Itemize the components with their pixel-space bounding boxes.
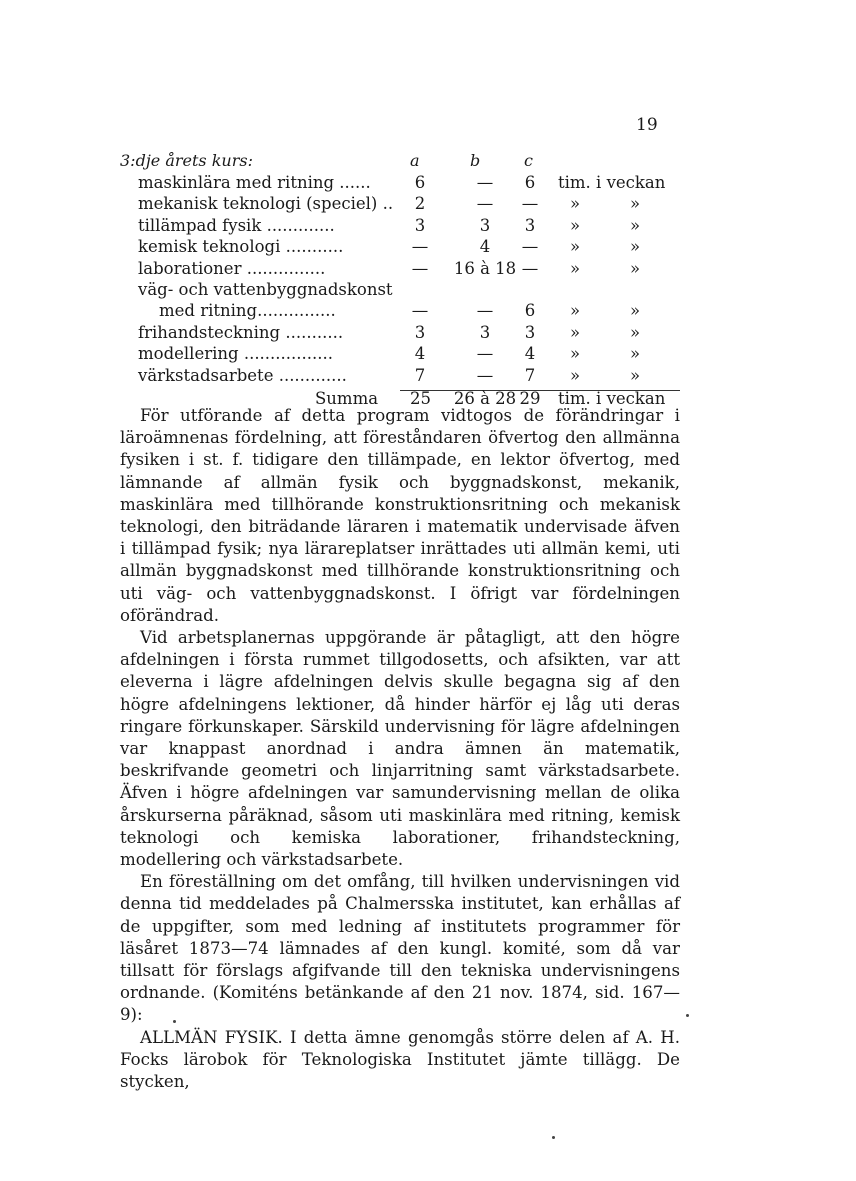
cell-a: — <box>411 301 429 321</box>
table-row <box>120 215 680 237</box>
ditto-mark: » <box>629 365 641 385</box>
table-row <box>120 365 680 387</box>
row-label: värkstadsarbete ............. <box>138 365 347 385</box>
ditto-mark: » <box>629 215 641 235</box>
cell-c: 3 <box>524 322 536 342</box>
row-label: maskinlära med ritning ...... <box>138 173 371 192</box>
cell-a: 7 <box>414 365 426 385</box>
sum-a: 25 <box>410 389 431 408</box>
cell-c: — <box>521 258 539 278</box>
table-row <box>120 279 680 301</box>
cell-a: 3 <box>414 322 426 342</box>
row-label: mekanisk teknologi (speciel) .. <box>138 194 394 214</box>
speck-mark <box>552 1136 555 1139</box>
row-label: med ritning............... <box>138 301 336 321</box>
row-label: modellering ................. <box>138 344 333 364</box>
cell-c: — <box>521 194 539 214</box>
cell-b: — <box>476 173 494 192</box>
column-header-a: a <box>410 151 420 170</box>
ditto-mark: » <box>569 194 581 214</box>
cell-c: — <box>521 237 539 257</box>
ditto-mark: » <box>629 322 641 342</box>
row-label: tillämpad fysik ............. <box>138 215 335 235</box>
ditto-mark: » <box>569 344 581 364</box>
speck-mark <box>686 1014 689 1017</box>
sum-b: 26 à 28 <box>453 389 517 408</box>
cell-b: 4 <box>479 237 491 257</box>
table-row <box>120 300 680 322</box>
cell-c: 4 <box>524 344 536 364</box>
paragraph: ALLMÄN FYSIK. I detta ämne genomgås större delen af A. H. Focks lärobok för Teknologiska Institutet jämte tillägg. De stycken, <box>120 1027 680 1092</box>
row-label: kemisk teknologi ........... <box>138 237 344 257</box>
sum-unit: tim. i veckan <box>558 389 666 408</box>
cell-a: — <box>411 258 429 278</box>
table-row <box>120 343 680 365</box>
cell-a: — <box>411 237 429 257</box>
ditto-mark: » <box>629 237 641 257</box>
cell-b: — <box>476 365 494 385</box>
paragraph: En föreställning om det omfång, till hvilken undervisningen vid denna tid meddelades på Chalmersska institutet, kan erhållas af de uppgifter, som med ledning af institutets programmer för läsåret 1873—74 lämnades af den kungl. komité, som då var tillsatt för förslags afgifvande till den tekniska undervisningens ordnande. (Komiténs betänkande af den 21 nov. 1874, sid. 167—9): <box>120 872 680 1025</box>
ditto-mark: » <box>629 194 641 214</box>
table-row <box>120 258 680 280</box>
row-label: frihandsteckning ........... <box>138 322 344 342</box>
ditto-mark: » <box>569 322 581 342</box>
ditto-mark: » <box>569 258 581 278</box>
paragraph: För utförande af detta program vidtogos de förändringar i läroämnenas fördelning, att föreståndaren öfvertog den allmänna fysiken i st. f. tidigare den tillämpade, en lektor öfvertog, med lämnande af allmän fysik och byggnadskonst, mekanik, maskinlära med tillhörande konstruktionsritning och mekanisk teknologi, den biträdande läraren i matematik undervisade äfven i tillämpad fysik; nya lärareplatser inrättades uti allmän kemi, uti allmän byggnadskonst med tillhörande konstruktionsritning och uti väg- och vattenbyggnadskonst. I öfrigt var fördelningen oförändrad. <box>120 406 680 625</box>
cell-a: 4 <box>414 344 426 364</box>
table-row <box>120 322 680 344</box>
cell-unit: tim. i veckan <box>558 173 666 192</box>
table-row <box>120 172 680 194</box>
ditto-mark: » <box>629 301 641 321</box>
cell-a: 3 <box>414 215 426 235</box>
cell-b: 3 <box>479 215 491 235</box>
ditto-mark: » <box>629 344 641 364</box>
cell-b: 3 <box>479 322 491 342</box>
column-header-c: c <box>524 151 533 170</box>
speck-mark <box>173 1020 176 1023</box>
ditto-mark: » <box>569 215 581 235</box>
body-text <box>120 405 680 1093</box>
cell-c: 3 <box>524 215 536 235</box>
ditto-mark: » <box>569 365 581 385</box>
cell-b: — <box>476 344 494 364</box>
row-label: väg- och vattenbyggnadskonst <box>138 280 393 299</box>
cell-c: 6 <box>524 301 536 321</box>
table-row <box>120 236 680 258</box>
sum-label: Summa <box>315 389 379 408</box>
cell-c: 7 <box>524 365 536 385</box>
ditto-mark: » <box>569 301 581 321</box>
cell-b: — <box>476 194 494 214</box>
cell-b: — <box>476 301 494 321</box>
ditto-mark: » <box>629 258 641 278</box>
table-row <box>120 193 680 215</box>
paragraph: Vid arbetsplanernas uppgörande är påtagligt, att den högre afdelningen i första rummet tillgodosetts, och afsikten, var att eleverna i lägre afdelningen delvis skulle begagna sig af den högre afdelningens lektioner, då hinder härför ej låg uti deras ringare förkunskaper. Särskild undervisning för lägre afdelningen var knappast anordnad i andra ämnen än matematik, beskrifvande geometri och linjarritning samt värkstadsarbete. Äfven i högre afdelningen var samundervisning mellan de olika årskurserna påräknad, såsom uti maskinlära med ritning, kemisk teknologi och kemiska laborationer, frihandsteckning, modellering och värkstadsarbete. <box>120 628 680 870</box>
ditto-mark: » <box>569 237 581 257</box>
sum-c: 29 <box>519 389 541 408</box>
cell-a: 6 <box>414 173 426 192</box>
column-header-b: b <box>470 151 481 170</box>
cell-b: 16 à 18 <box>453 258 517 278</box>
cell-c: 6 <box>524 173 536 192</box>
cell-a: 2 <box>414 194 426 214</box>
page-number: 19 <box>636 115 658 135</box>
course-title: 3:dje årets kurs: <box>120 151 253 170</box>
row-label: laborationer ............... <box>138 258 326 278</box>
